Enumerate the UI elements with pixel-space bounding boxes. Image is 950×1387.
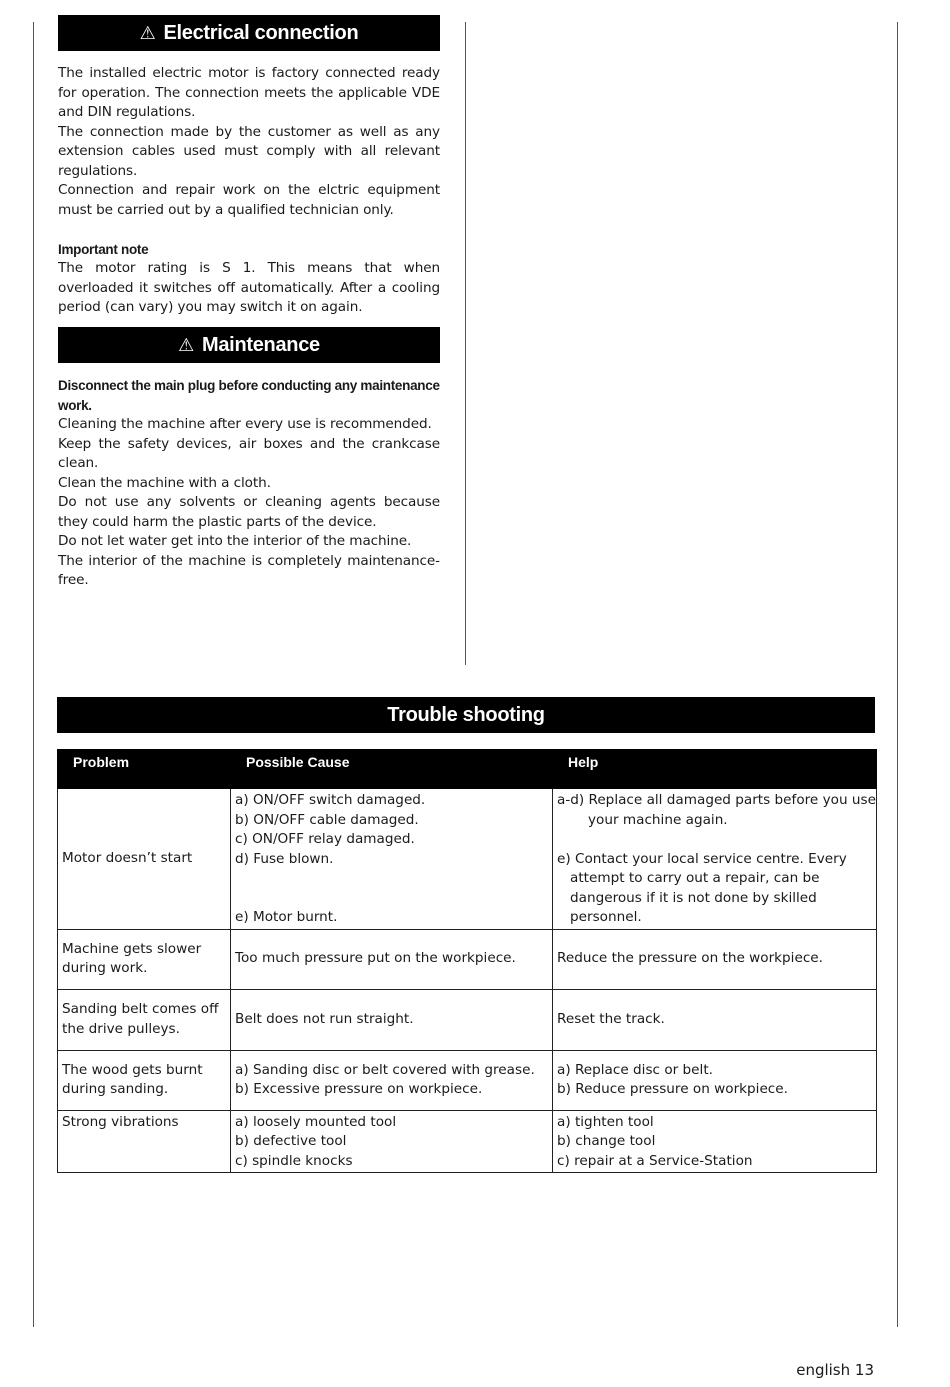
cause-line: c) ON/OFF relay damaged. bbox=[235, 831, 415, 847]
troubleshooting-header bbox=[57, 697, 875, 733]
maintenance-title: Maintenance bbox=[202, 333, 320, 356]
table-row bbox=[58, 989, 877, 1050]
table-row bbox=[58, 789, 877, 930]
help-line: dangerous if it is not done by skilled bbox=[570, 889, 817, 906]
warning-icon: ⚠ bbox=[178, 334, 194, 355]
table-row bbox=[58, 929, 877, 989]
maintenance-paragraph: Cleaning the machine after every use is recommended. bbox=[58, 416, 432, 432]
help-line: e) Contact your local service centre. Every bbox=[557, 850, 847, 867]
help-cell: Reduce the pressure on the workpiece. bbox=[553, 929, 877, 989]
electrical-section-header bbox=[58, 15, 440, 51]
troubleshooting-title: Trouble shooting bbox=[387, 703, 545, 726]
help-line: personnel. bbox=[570, 909, 642, 925]
cause-cell bbox=[231, 1110, 553, 1173]
problem-cell: Motor doesn’t start bbox=[58, 789, 231, 930]
help-line: attempt to carry out a repair, can be bbox=[570, 870, 820, 886]
column-header-problem: Problem bbox=[58, 750, 231, 789]
cause-line: a) ON/OFF switch damaged. bbox=[235, 792, 426, 808]
cause-cell: Too much pressure put on the workpiece. bbox=[231, 929, 553, 989]
electrical-body bbox=[58, 64, 440, 318]
maintenance-paragraph: Keep the safety devices, air boxes and the crankcase clean. bbox=[58, 435, 440, 471]
help-line: a) tighten tool bbox=[557, 1113, 654, 1130]
help-line: c) repair at a Service-Station bbox=[557, 1152, 753, 1169]
problem-cell: Sanding belt comes off the drive pulleys. bbox=[58, 989, 231, 1050]
electrical-paragraph: The installed electric motor is factory connected ready for operation. The connection meets the applicable VDE and DIN regulations. bbox=[58, 65, 440, 120]
page-footer: english 13 bbox=[796, 1361, 874, 1379]
problem-cell: Strong vibrations bbox=[58, 1110, 231, 1173]
help-line: your machine again. bbox=[588, 811, 728, 828]
help-cell bbox=[553, 1110, 877, 1173]
help-line: b) Reduce pressure on workpiece. bbox=[557, 1081, 788, 1097]
cause-line: e) Motor burnt. bbox=[235, 909, 338, 925]
cause-line: c) spindle knocks bbox=[235, 1152, 353, 1169]
table-header-row bbox=[58, 750, 877, 789]
table-row bbox=[58, 1050, 877, 1110]
table-row bbox=[58, 1110, 877, 1173]
left-margin-rule bbox=[33, 22, 34, 1327]
cause-line: b) defective tool bbox=[235, 1133, 347, 1149]
problem-cell: The wood gets burnt during sanding. bbox=[58, 1050, 231, 1110]
column-divider-rule bbox=[465, 22, 466, 665]
help-line: a) Replace disc or belt. bbox=[557, 1061, 713, 1078]
important-note-heading: Important note bbox=[58, 241, 149, 257]
column-header-help: Help bbox=[553, 750, 877, 789]
cause-line: d) Fuse blown. bbox=[235, 850, 334, 867]
help-cell bbox=[553, 789, 877, 930]
right-margin-rule bbox=[897, 22, 898, 1327]
troubleshooting-table bbox=[57, 749, 877, 1173]
cause-cell bbox=[231, 789, 553, 930]
problem-cell: Machine gets slower during work. bbox=[58, 929, 231, 989]
maintenance-warning: Disconnect the main plug before conducting any maintenance work. bbox=[58, 378, 440, 413]
important-note-text: The motor rating is S 1. This means that when overloaded it switches off automatically. After a cooling period (can vary) you may switch it on again. bbox=[58, 260, 440, 315]
electrical-paragraph: Connection and repair work on the elctric equipment must be carried out by a qualified technician only. bbox=[58, 182, 440, 218]
maintenance-paragraph: Clean the machine with a cloth. bbox=[58, 474, 271, 491]
cause-line: a) loosely mounted tool bbox=[235, 1113, 397, 1130]
maintenance-body bbox=[58, 376, 440, 591]
warning-icon: ⚠ bbox=[139, 22, 156, 43]
cause-cell: Belt does not run straight. bbox=[231, 989, 553, 1050]
help-cell: Reset the track. bbox=[553, 989, 877, 1050]
maintenance-section-header bbox=[58, 327, 440, 363]
cause-cell bbox=[231, 1050, 553, 1110]
help-cell bbox=[553, 1050, 877, 1110]
maintenance-paragraph: The interior of the machine is completely maintenance-free. bbox=[58, 552, 440, 588]
cause-line: b) Excessive pressure on workpiece. bbox=[235, 1081, 483, 1097]
help-line: a-d) Replace all damaged parts before you use bbox=[557, 792, 876, 808]
electrical-paragraph: The connection made by the customer as well as any extension cables used must comply with all relevant regulations. bbox=[58, 123, 440, 179]
column-header-cause: Possible Cause bbox=[231, 750, 553, 789]
maintenance-paragraph: Do not use any solvents or cleaning agents because they could harm the plastic parts of the device. bbox=[58, 494, 440, 530]
help-line: b) change tool bbox=[557, 1133, 656, 1149]
cause-line: b) ON/OFF cable damaged. bbox=[235, 811, 419, 828]
electrical-title: Electrical connection bbox=[163, 21, 359, 44]
maintenance-paragraph: Do not let water get into the interior of the machine. bbox=[58, 533, 412, 549]
cause-line: a) Sanding disc or belt covered with grease. bbox=[235, 1061, 535, 1078]
